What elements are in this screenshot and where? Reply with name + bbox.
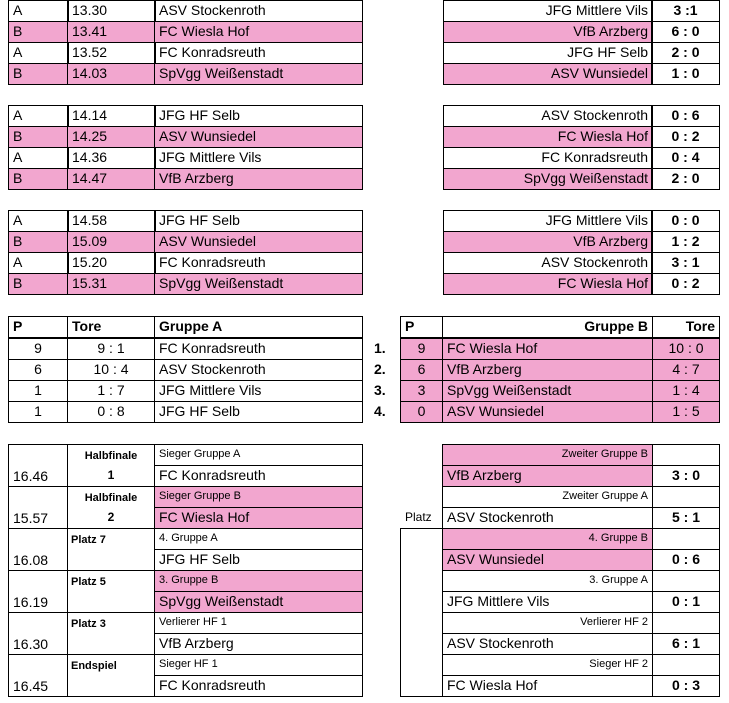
schedule-away: ASV Wunsiedel xyxy=(443,63,653,85)
standings-b-team: FC Wiesla Hof xyxy=(442,338,653,360)
schedule-home: VfB Arzberg xyxy=(154,168,363,190)
standings-a-goals: 10 : 4 xyxy=(67,359,155,381)
schedule-home: FC Konradsreuth xyxy=(154,42,363,64)
standings-a-goals: 0 : 8 xyxy=(67,401,155,423)
final-semifinal-number: 2 xyxy=(107,510,115,524)
schedule-group: B xyxy=(8,126,69,148)
schedule-group: A xyxy=(8,105,69,127)
schedule-home: ASV Wunsiedel xyxy=(154,126,363,148)
final-score-empty xyxy=(652,444,720,466)
schedule-group: A xyxy=(8,0,69,22)
standings-header-group-a: Gruppe A xyxy=(154,316,363,338)
schedule-away: JFG HF Selb xyxy=(443,42,653,64)
final-left-seed: 4. Gruppe A xyxy=(154,528,363,550)
final-score: 3 : 0 xyxy=(652,465,720,487)
final-right-team: FC Wiesla Hof xyxy=(442,675,653,697)
final-label-box xyxy=(67,612,155,655)
schedule-time: 14.36 xyxy=(67,147,156,169)
final-score-empty xyxy=(652,612,720,634)
final-label-box xyxy=(67,486,155,529)
final-score-empty xyxy=(652,486,720,508)
final-time: 16.08 xyxy=(8,528,68,571)
final-left-team: VfB Arzberg xyxy=(154,633,363,655)
schedule-score: 1 : 2 xyxy=(651,231,720,253)
schedule-away: FC Konradsreuth xyxy=(443,147,653,169)
standings-a-goals: 9 : 1 xyxy=(67,338,155,360)
final-right-team: ASV Stockenroth xyxy=(442,633,653,655)
schedule-score: 2 : 0 xyxy=(651,168,720,190)
final-semifinal-number: 1 xyxy=(107,468,115,482)
schedule-time: 14.58 xyxy=(67,210,156,232)
schedule-time: 13.30 xyxy=(67,0,156,22)
final-left-seed: Sieger Gruppe B xyxy=(154,486,363,508)
final-left-seed: Sieger HF 1 xyxy=(154,654,363,676)
standings-a-points: 9 xyxy=(8,338,68,360)
schedule-away: SpVgg Weißenstadt xyxy=(443,168,653,190)
schedule-group: A xyxy=(8,210,69,232)
standings-header-p-b: P xyxy=(400,316,443,338)
final-right-seed: Zweiter Gruppe B xyxy=(442,444,653,466)
schedule-away: VfB Arzberg xyxy=(443,21,653,43)
schedule-away: JFG Mittlere Vils xyxy=(443,210,653,232)
standings-b-goals: 10 : 0 xyxy=(652,338,720,360)
schedule-score: 0 : 0 xyxy=(651,210,720,232)
final-right-seed: Sieger HF 2 xyxy=(442,654,653,676)
final-round-label: Platz 3 xyxy=(71,618,106,630)
standings-b-points: 3 xyxy=(400,380,443,402)
finals-platz-label: Platz xyxy=(405,510,432,524)
schedule-group: B xyxy=(8,168,69,190)
standings-rank: 3. xyxy=(374,382,386,398)
final-left-team: FC Konradsreuth xyxy=(154,675,363,697)
standings-b-goals: 1 : 5 xyxy=(652,401,720,423)
schedule-home: FC Konradsreuth xyxy=(154,252,363,274)
standings-a-points: 1 xyxy=(8,380,68,402)
final-label-box xyxy=(67,570,155,613)
schedule-time: 13.52 xyxy=(67,42,156,64)
final-time: 16.45 xyxy=(8,654,68,697)
standings-header-group-b: Gruppe B xyxy=(442,316,653,338)
final-score: 0 : 3 xyxy=(652,675,720,697)
schedule-home: ASV Stockenroth xyxy=(154,0,363,22)
final-left-seed: Verlierer HF 1 xyxy=(154,612,363,634)
final-round-label: Halbfinale xyxy=(84,492,138,504)
finals-middle-column xyxy=(400,528,443,697)
final-right-team: ASV Stockenroth xyxy=(442,507,653,529)
schedule-group: B xyxy=(8,273,69,295)
standings-a-team: JFG Mittlere Vils xyxy=(154,380,363,402)
standings-b-goals: 1 : 4 xyxy=(652,380,720,402)
schedule-home: FC Wiesla Hof xyxy=(154,21,363,43)
schedule-away: FC Wiesla Hof xyxy=(443,273,653,295)
final-time: 16.19 xyxy=(8,570,68,613)
schedule-time: 15.09 xyxy=(67,231,156,253)
final-score: 6 : 1 xyxy=(652,633,720,655)
schedule-home: JFG HF Selb xyxy=(154,105,363,127)
final-score: 0 : 6 xyxy=(652,549,720,571)
final-round-label: Platz 7 xyxy=(71,534,106,546)
final-left-team: FC Wiesla Hof xyxy=(154,507,363,529)
standings-a-team: ASV Stockenroth xyxy=(154,359,363,381)
final-right-seed: Zweiter Gruppe A xyxy=(442,486,653,508)
standings-a-team: FC Konradsreuth xyxy=(154,338,363,360)
schedule-away: FC Wiesla Hof xyxy=(443,126,653,148)
schedule-time: 14.14 xyxy=(67,105,156,127)
final-round-label: Platz 5 xyxy=(71,576,106,588)
final-left-seed: 3. Gruppe B xyxy=(154,570,363,592)
schedule-group: B xyxy=(8,231,69,253)
schedule-time: 14.03 xyxy=(67,63,156,85)
schedule-score: 0 : 2 xyxy=(651,126,720,148)
schedule-time: 14.25 xyxy=(67,126,156,148)
standings-a-points: 1 xyxy=(8,401,68,423)
schedule-home: ASV Wunsiedel xyxy=(154,231,363,253)
standings-b-team: SpVgg Weißenstadt xyxy=(442,380,653,402)
schedule-home: JFG Mittlere Vils xyxy=(154,147,363,169)
standings-a-team: JFG HF Selb xyxy=(154,401,363,423)
final-score-empty xyxy=(652,654,720,676)
final-right-team: JFG Mittlere Vils xyxy=(442,591,653,613)
schedule-time: 13.41 xyxy=(67,21,156,43)
standings-header-p: P xyxy=(8,316,68,338)
standings-b-points: 9 xyxy=(400,338,443,360)
schedule-score: 1 : 0 xyxy=(651,63,720,85)
final-right-seed: Verlierer HF 2 xyxy=(442,612,653,634)
standings-header-tore-b: Tore xyxy=(652,316,720,338)
final-time: 16.30 xyxy=(8,612,68,655)
final-score: 5 : 1 xyxy=(652,507,720,529)
schedule-home: JFG HF Selb xyxy=(154,210,363,232)
schedule-group: B xyxy=(8,21,69,43)
standings-b-points: 0 xyxy=(400,401,443,423)
final-score-empty xyxy=(652,528,720,550)
schedule-score: 0 : 4 xyxy=(651,147,720,169)
standings-rank: 1. xyxy=(374,340,386,356)
standings-a-points: 6 xyxy=(8,359,68,381)
schedule-group: A xyxy=(8,147,69,169)
schedule-score: 3 :1 xyxy=(651,0,720,22)
schedule-time: 14.47 xyxy=(67,168,156,190)
schedule-away: ASV Stockenroth xyxy=(443,252,653,274)
standings-b-points: 6 xyxy=(400,359,443,381)
standings-b-team: ASV Wunsiedel xyxy=(442,401,653,423)
schedule-score: 0 : 6 xyxy=(651,105,720,127)
final-score: 0 : 1 xyxy=(652,591,720,613)
schedule-time: 15.20 xyxy=(67,252,156,274)
final-label-box xyxy=(67,528,155,571)
final-right-seed: 4. Gruppe B xyxy=(442,528,653,550)
final-left-team: JFG HF Selb xyxy=(154,549,363,571)
final-round-label: Endspiel xyxy=(71,660,117,672)
final-right-seed: 3. Gruppe A xyxy=(442,570,653,592)
schedule-time: 15.31 xyxy=(67,273,156,295)
final-round-label: Halbfinale xyxy=(84,450,138,462)
final-left-team: SpVgg Weißenstadt xyxy=(154,591,363,613)
standings-header-tore: Tore xyxy=(67,316,155,338)
schedule-score: 6 : 0 xyxy=(651,21,720,43)
final-left-seed: Sieger Gruppe A xyxy=(154,444,363,466)
standings-rank: 4. xyxy=(374,403,386,419)
standings-rank: 2. xyxy=(374,361,386,377)
schedule-score: 0 : 2 xyxy=(651,273,720,295)
standings-a-goals: 1 : 7 xyxy=(67,380,155,402)
schedule-home: SpVgg Weißenstadt xyxy=(154,63,363,85)
standings-b-team: VfB Arzberg xyxy=(442,359,653,381)
schedule-away: ASV Stockenroth xyxy=(443,105,653,127)
final-time: 15.57 xyxy=(8,486,68,529)
schedule-home: SpVgg Weißenstadt xyxy=(154,273,363,295)
final-label-box xyxy=(67,444,155,487)
standings-b-goals: 4 : 7 xyxy=(652,359,720,381)
schedule-group: A xyxy=(8,42,69,64)
schedule-score: 3 : 1 xyxy=(651,252,720,274)
final-left-team: FC Konradsreuth xyxy=(154,465,363,487)
final-right-team: ASV Wunsiedel xyxy=(442,549,653,571)
final-score-empty xyxy=(652,570,720,592)
final-label-box xyxy=(67,654,155,697)
final-right-team: VfB Arzberg xyxy=(442,465,653,487)
schedule-group: A xyxy=(8,252,69,274)
schedule-group: B xyxy=(8,63,69,85)
schedule-away: JFG Mittlere Vils xyxy=(443,0,653,22)
schedule-score: 2 : 0 xyxy=(651,42,720,64)
schedule-away: VfB Arzberg xyxy=(443,231,653,253)
final-time: 16.46 xyxy=(8,444,68,487)
